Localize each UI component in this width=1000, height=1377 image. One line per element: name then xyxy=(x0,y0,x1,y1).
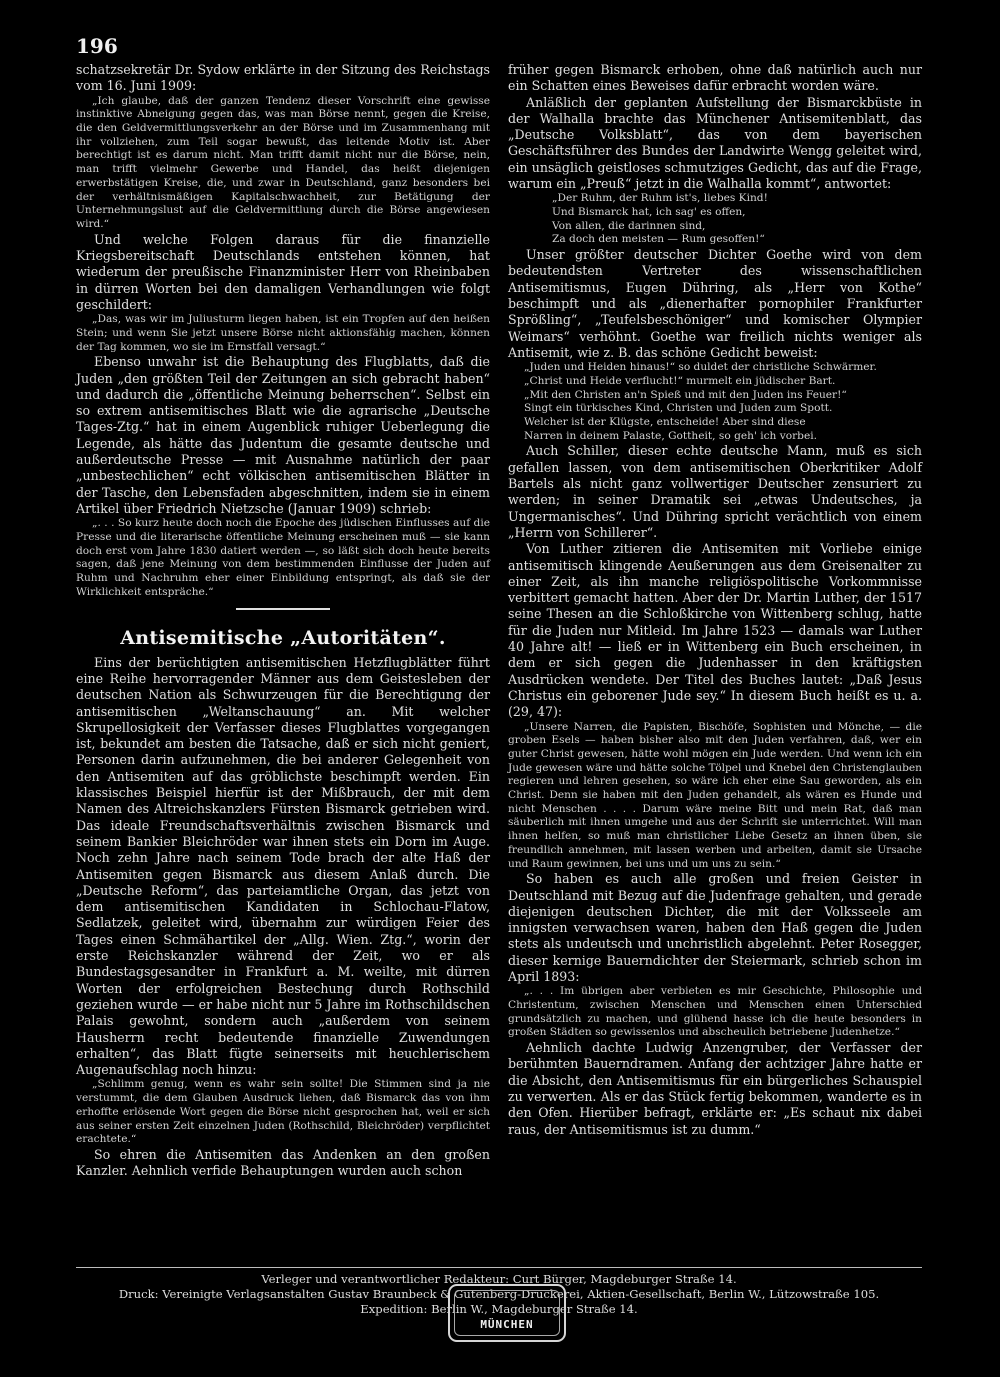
poem: „Der Ruhm, der Ruhm ist's, liebes Kind! Und Bismarck hat, ich sag' es offen, Von allen, die darinnen sind, Za doch den meisten — Rum gesoffen!“ xyxy=(552,192,768,246)
paragraph: Von Luther zitieren die Antisemiten mit Vorliebe einige antisemitisch klingende Aeußerungen aus dem Greisenalter zu einer Zeit, als ihn manche religiöspolitische Vorkommnisse verbittert gemacht hatten. Aber der Dr. Martin Luther, der 1517 seine Thesen an die Schloßkirche von Wittenberg schlug, hatte für die Juden nur Mitleid. Im Jahre 1523 — damals war Luther 40 Jahre alt! — ließ er in Wittenberg ein Buch erscheinen, in dem er sich gegen die Judenhasser in den kräftigsten Ausdrücken wendete. Der Titel des Buches lautet: „Daß Jesus Christus ein geborener Jude sey.“ In diesem Buch heißt es u. a. (29, 47): xyxy=(508,541,922,720)
verse-quote: „Juden und Heiden hinaus!“ so duldet der christliche Schwärmer. „Christ und Heide verflucht!“ murmelt ein jüdischer Bart. „Mit den Christen an'n Spieß und mit den Juden ins Feuer!“ Singt ein türkisches Kind, Christen und Juden zum Spott. Welcher ist der Klügste, entscheide! Aber sind diese Narren in deinem Palaste, Gottheit, so geh' ich vorbei. xyxy=(524,361,877,442)
quote: „. . . Im übrigen aber verbieten es mir Geschichte, Philosophie und Christentum, zwischen Menschen und Menschen einen Unterschied grundsätzlich zu machen, und glühend hasse ich die heute besonders in großen Städten so gewissenlos und abscheulich betriebene Judenhetze.“ xyxy=(508,985,922,1039)
paragraph: schatzsekretär Dr. Sydow erklärte in der Sitzung des Reichstags vom 16. Juni 1909: xyxy=(76,62,490,94)
quote: „Schlimm genug, wenn es wahr sein sollte! Die Stimmen sind ja nie verstummt, die dem Glauben Ausdruck liehen, daß Bismarck das von ihm erhoffte erlösende Wort gegen die Börse nicht gesprochen hat, weil er sich aus seiner ersten Zeit einzelnen Juden (Rothschild, Bleichröder) verpflichtet erachtete.“ xyxy=(76,1078,490,1146)
paragraph: Auch Schiller, dieser echte deutsche Mann, muß es sich gefallen lassen, von dem antisemitischen Oberkritiker Adolf Bartels als nicht ganz vollwertiger Deutscher zensuriert zu werden; in seiner Dramatik sei „etwas Undeutsches, ja Ungermanisches“. Und Dühring spricht verächtlich von einem „Herrn von Schillerer“. xyxy=(508,443,922,540)
imprint-expedition: Expedition: Berlin W., Magdeburger Straße 14. xyxy=(360,1302,638,1316)
paragraph: Und welche Folgen daraus für die finanzielle Kriegsbereitschaft Deutschlands entstehen können, hat wiederum der preußische Finanzminister Herr von Rheinbaben in dürren Worten bei den damaligen Verhandlungen wie folgt geschildert: xyxy=(76,231,490,312)
imprint-publisher: Verleger und verantwortlicher Redakteur: Curt Bürger, Magdeburger Straße 14. xyxy=(261,1272,737,1286)
paragraph: Unser größter deutscher Dichter Goethe wird von dem bedeutendsten Vertreter des wissenschaftlichen Antisemitismus, Eugen Dühring, als „Herr von Kothe“ beschimpft und als „dienerhafter pornophiler Frankfurter Sprößling“, „Teufelsbeschöniger“ und komischer Olympier Weimars“ verhöhnt. Goethe war freilich nichts weniger als Antisemit, wie z. B. das schöne Gedicht beweist: xyxy=(508,247,922,360)
paragraph: Ebenso unwahr ist die Behauptung des Flugblatts, daß die Juden „den größten Teil der Zeitungen an sich gebracht haben“ und dadurch die „öffentliche Meinung beherrschen“. Selbst ein so extrem antisemitisches Blatt wie die agrarische „Deutsche Tages-Ztg.“ hat in einem Augenblick ruhiger Ueberlegung die Legende, als hätte das Judentum die gesamte deutsche und außerdeutsche Presse — mit Ausnahme natürlich der paar „unbestechlichen“ echt völkischen antisemitischen Blätter in der Tasche, den Lebensfaden abgeschnitten, indem sie in einem Artikel über Friedrich Nietzsche (Januar 1909) schrieb: xyxy=(76,354,490,516)
right-column xyxy=(508,62,922,1138)
paragraph: Anläßlich der geplanten Aufstellung der Bismarckbüste in der Walhalla brachte das Münchener Antisemitenblatt, das „Deutsche Volksblatt“, das von dem bayerischen Geschäftsführer des Bundes der Landwirte Wengg geleitet wird, ein unsäglich geistloses schmutziges Gedicht, das auf die Frage, warum ein „Preuß“ jetzt in die Walhalla kommt“, antwortet: xyxy=(508,94,922,192)
section-heading: Antisemitische „Autoritäten“. xyxy=(120,627,446,650)
page-number: 196 xyxy=(76,34,118,58)
section-divider xyxy=(236,608,330,610)
quote: „Unsere Narren, die Papisten, Bischöfe, Sophisten und Mönche, — die groben Esels — haben bisher also mit den Juden verfahren, daß, wer ein guter Christ gewesen, hätte wohl mögen ein Jude werden. Und wenn ich ein Jude gewesen wäre und hätte solche Tölpel und Knebel den Christenglauben regieren und lehren gesehen, so wäre ich eher eine Sau geworden, als ein Christ. Denn sie haben mit den Juden gehandelt, als wären es Hunde und nicht Menschen . . . . Darum wäre meine Bitt und mein Rat, daß man säuberlich mit ihnen umgehe und aus der Schrift sie unterrichtet. Will man ihnen helfen, so muß man christlicher Liebe Gesetz an ihnen üben, sie freundlich annehmen, mit lassen werben und arbeiten, damit sie Ursache und Raum gewinnen, bei uns und um uns zu sein.“ xyxy=(508,720,922,870)
library-stamp xyxy=(448,1284,566,1342)
quote: „Ich glaube, daß der ganzen Tendenz dieser Vorschrift eine gewisse instinktive Abneigung gegen das, was man Börse nennt, gegen die Kreise, die den Geldvermittlungsverkehr an der Börse und im Zusammenhang mit ihr vollziehen, zum Teil sogar bewußt, das leitende Motiv ist. Aber berechtigt ist es darum nicht. Man trifft damit nicht nur die Börse, nein, man trifft vielmehr Gewerbe und Handel, das heißt diejenigen erwerbstätigen Kreise, die, und zwar in Deutschland, ganz besonders bei der verhältnismäßigen Kapitalschwachheit, zur Betätigung der Unternehmungslust auf die Geldvermittlung durch die Börse angewiesen wird.“ xyxy=(76,94,490,230)
stamp-text: MÜNCHEN xyxy=(480,1318,534,1331)
paragraph: früher gegen Bismarck erhoben, ohne daß natürlich auch nur ein Schatten eines Beweises dafür erbracht worden wäre. xyxy=(508,62,922,94)
paragraph: Eins der berüchtigten antisemitischen Hetzflugblätter führt eine Reihe hervorragender Männer aus dem Geistesleben der deutschen Nation als Schwurzeugen für die Berechtigung der antisemitischen „Weltanschauung“ an. Mit welcher Skrupellosigkeit der Verfasser dieses Flugblattes vorgegangen ist, bekundet am besten die Tatsache, daß er sich nicht geniert, Personen darin aufzunehmen, die bei anderer Gelegenheit von den Antisemiten auf das gröblichste beschimpft werden. Ein klassisches Beispiel hierfür ist der Mißbrauch, der mit dem Namen des Altreichskanzlers Fürsten Bismarck getrieben wird. Das ideale Freundschaftsverhältnis zwischen Bismarck und seinem Bankier Bleichröder war ihnen stets ein Dorn im Auge. Noch zehn Jahre nach seinem Tode brach der alte Haß der Antisemiten gegen Bismarck aus diesem Anlaß durch. Die „Deutsche Reform“, das parteiamtliche Organ, das jetzt von dem antisemitischen Kandidaten in Schlochau-Flatow, Sedlatzek, geleitet wird, übernahm zur würdigen Feier des Tages einen Schmähartikel der „Allg. Wien. Ztg.“, worin der erste Reichskanzler während der Zeit, wo er als Bundestagsgesandter in Frankfurt a. M. weilte, mit dürren Worten der erfolgreichen Bestechung durch Rothschild geziehen wurde — er habe nicht nur 5 Jahre im Rothschildschen Palais gewohnt, sondern auch „außerdem von seinem Hausherrn recht bedeutende finanzielle Zuwendungen erhalten“, das Blatt fügte seinerseits mit heuchlerischem Augenaufschlag noch hinzu: xyxy=(76,654,490,1078)
imprint-printer: Druck: Vereinigte Verlagsanstalten Gustav Braunbeck & Gutenberg-Druckerei, Aktien-Gesellschaft, Berlin W., Lützowstraße 105. xyxy=(118,1287,880,1301)
paragraph: So haben es auch alle großen und freien Geister in Deutschland mit Bezug auf die Judenfrage gehalten, und gerade diejenigen deutschen Dichter, die mit der Volksseele am innigsten verwachsen waren, haben den Haß gegen die Juden stets als undeutsch und unchristlich abgelehnt. Peter Rosegger, dieser kernige Bauerndichter der Steiermark, schrieb schon im April 1893: xyxy=(508,871,922,985)
quote: „. . . So kurz heute doch noch die Epoche des jüdischen Einflusses auf die Presse und die literarische öffentliche Meinung erscheinen muß — sie kann doch erst vom Jahre 1830 datiert werden —, so läßt sich doch heute bereits sagen, daß jene Meinung von dem bestimmenden Einflusse der Juden auf Ruhm und Nachruhm eher einer Einbildung entspringt, als daß sie der Wirklichkeit entspräche.“ xyxy=(76,517,490,598)
quote: „Das, was wir im Juliusturm liegen haben, ist ein Tropfen auf den heißen Stein; und wenn Sie jetzt unsere Börse nicht aktionsfähig machen, können der Tag kommen, wo sie im Ernstfall versagt.“ xyxy=(76,313,490,353)
paragraph: Aehnlich dachte Ludwig Anzengruber, der Verfasser der berühmten Bauerndramen. Anfang der achtziger Jahre hatte er die Absicht, den Antisemitismus für ein bürgerliches Schauspiel zu verwerten. Als er das Stück fertig bekommen, wanderte es in den Ofen. Hierüber befragt, erklärte er: „Es schaut nix dabei raus, der Antisemitismus ist zu dumm.“ xyxy=(508,1040,922,1137)
paragraph: So ehren die Antisemiten das Andenken an den großen Kanzler. Aehnlich verfide Behauptungen wurden auch schon xyxy=(76,1146,490,1179)
left-column xyxy=(76,62,490,1180)
